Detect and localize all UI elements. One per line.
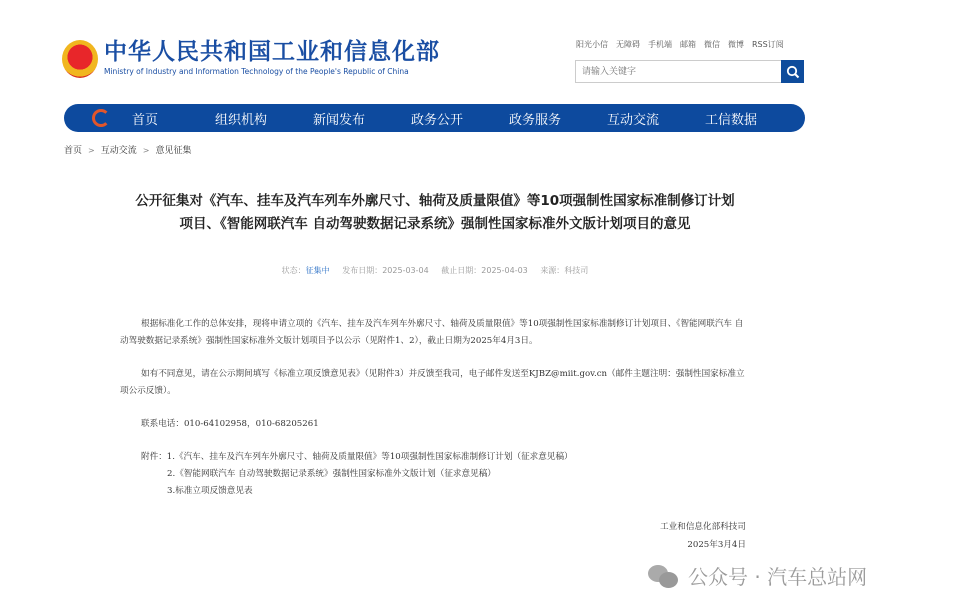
main-nav [64, 104, 805, 132]
nav-home[interactable]: 首页 [132, 112, 159, 128]
article-body [120, 316, 750, 500]
breadcrumb-separator: > [88, 146, 95, 155]
nav-data[interactable]: 工信数据 [704, 112, 757, 128]
source-value: 科技司 [564, 266, 589, 275]
contact-phone: 联系电话：010-64102958，010-68205261 [141, 419, 319, 429]
attachments-label-line [120, 449, 750, 466]
nav-interaction[interactable]: 互动交流 [606, 112, 659, 128]
breadcrumb-home[interactable]: 首页 [64, 146, 83, 156]
site-title-cn: 中华人民共和国工业和信息化部 [104, 39, 440, 65]
national-emblem-logo [62, 40, 98, 78]
title-line-2: 项目、《智能网联汽车 自动驾驶数据记录系统》强制性国家标准外文版计划项目的意见 [179, 216, 691, 232]
nav-government-affairs[interactable]: 政务公开 [410, 112, 463, 128]
search-box [575, 60, 804, 83]
sign-date: 2025年3月4日 [687, 540, 746, 550]
site-title-en: Ministry of Industry and Information Technology of the People's Republic of China [104, 67, 409, 76]
wechat-icon [648, 563, 680, 589]
nav-news[interactable]: 新闻发布 [312, 112, 365, 128]
deadline-date: 2025-04-03 [481, 266, 528, 275]
search-button[interactable] [781, 60, 804, 83]
attachment-link[interactable]: 2.《智能网联汽车 自动驾驶数据记录系统》强制性国家标准外文版计划（征求意见稿） [167, 469, 496, 479]
paragraph-intro: 根据标准化工作的总体安排，现将申请立项的《汽车、挂车及汽车列车外廓尺寸、轴荷及质量限值》等10项强制性国家标准制修订计划项目、《智能网联汽车 自动驾驶数据记录系统》强制性国家标准外文版计划项目予以公示（见附件1、2），截止日期为2025年4月3日。 [120, 319, 744, 346]
search-icon [786, 65, 800, 79]
watermark [648, 561, 867, 590]
publish-label: 发布日期： [342, 266, 383, 275]
paragraph-feedback: 如有不同意见，请在公示期间填写《标准立项反馈意见表》（见附件3）并反馈至我司，电子邮件发送至KJBZ@miit.gov.cn（邮件主题注明：强制性国家标准立项公示反馈）。 [120, 369, 745, 396]
top-links [576, 40, 784, 50]
search-input[interactable] [576, 61, 781, 82]
publish-date: 2025-03-04 [382, 266, 429, 275]
article-title [110, 190, 760, 236]
title-line-1: 公开征集对《汽车、挂车及汽车列车外廓尺寸、轴荷及质量限值》等10项强制性国家标准制修订计划 [135, 193, 735, 209]
top-link-rss[interactable]: RSS订阅 [752, 40, 784, 49]
attachments-label: 附件： [141, 452, 167, 462]
top-link-mail[interactable]: 邮箱 [680, 40, 696, 49]
breadcrumb-current[interactable]: 意见征集 [155, 146, 192, 156]
top-link-mobile[interactable]: 手机端 [648, 40, 672, 49]
top-link-accessibility[interactable]: 无障碍 [616, 40, 640, 49]
status-badge: 征集中 [305, 266, 330, 275]
attachment-link[interactable]: 3.标准立项反馈意见表 [167, 486, 253, 496]
nav-logo-icon [92, 109, 110, 127]
nav-organization[interactable]: 组织机构 [214, 112, 267, 128]
watermark-text: 公众号 · 汽车总站网 [688, 565, 868, 589]
status-label: 状态： [281, 266, 306, 275]
breadcrumb [64, 145, 191, 157]
deadline-label: 截止日期： [441, 266, 482, 275]
nav-services[interactable]: 政务服务 [508, 112, 561, 128]
article-meta [0, 265, 870, 276]
breadcrumb-separator: > [142, 146, 150, 155]
signature [660, 518, 746, 554]
attachment-link[interactable]: 1.《汽车、挂车及汽车列车外廓尺寸、轴荷及质量限值》等10项强制性国家标准制修订计划（征求意见稿） [166, 452, 573, 462]
source-label: 来源： [540, 266, 565, 275]
top-link-wechat[interactable]: 微信 [704, 40, 720, 49]
signer: 工业和信息化部科技司 [660, 522, 746, 532]
breadcrumb-interaction[interactable]: 互动交流 [100, 146, 137, 156]
top-link-weibo[interactable]: 微博 [728, 40, 744, 49]
top-link-sunshine[interactable]: 阳光小信 [576, 40, 608, 49]
